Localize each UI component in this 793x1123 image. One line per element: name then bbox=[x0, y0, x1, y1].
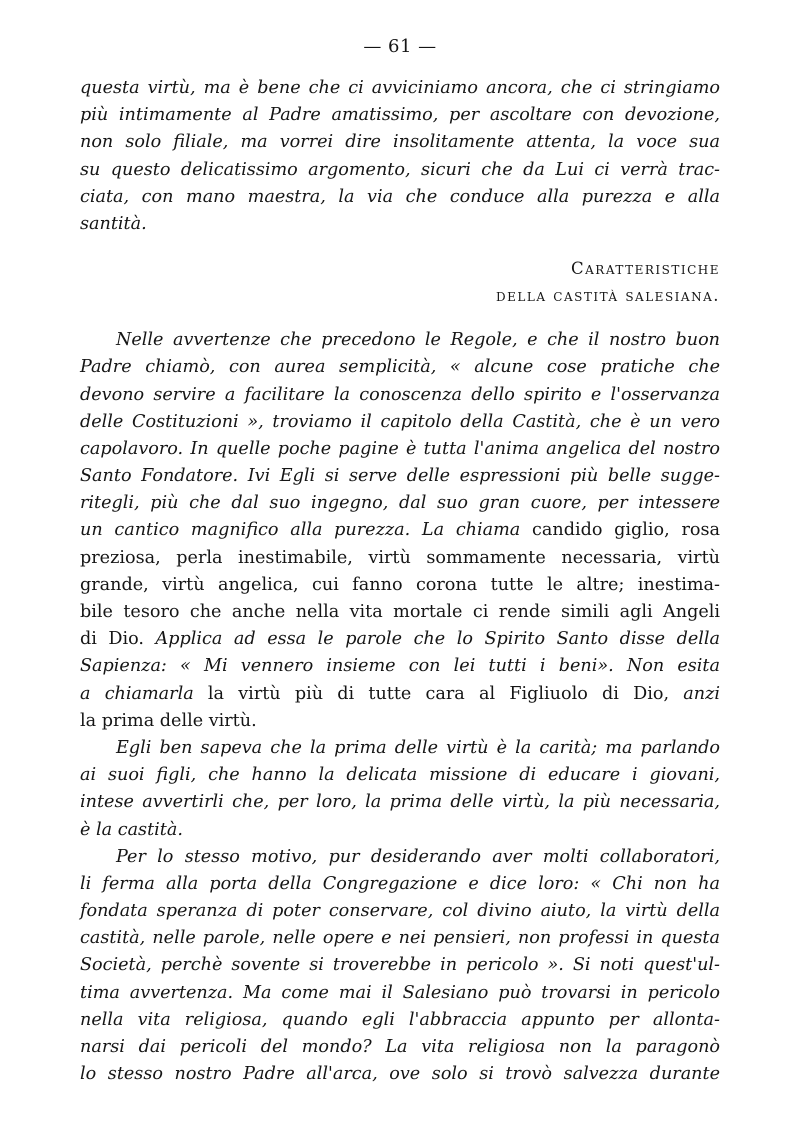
text-line: su questo delicatissimo argomento, sicuri che da Lui ci verrà trac- bbox=[80, 159, 720, 180]
text-line: ritegli, più che dal suo ingegno, dal suo gran cuore, per intessere bbox=[80, 493, 720, 514]
text-line: intese avvertirli che, per loro, la prima delle virtù, la più necessaria, bbox=[80, 792, 720, 813]
text-line: capolavoro. In quelle poche pagine è tutta l'anima angelica del nostro bbox=[80, 438, 720, 459]
text-line: Nelle avvertenze che precedono le Regole, e che il nostro buon bbox=[116, 330, 720, 351]
paragraph-1 bbox=[80, 327, 720, 735]
text-line: la prima delle virtù. bbox=[80, 710, 257, 731]
text-line: più intimamente al Padre amatissimo, per ascoltare con devozione, bbox=[80, 105, 720, 126]
text-line bbox=[80, 681, 720, 708]
text-line: questa virtù, ma è bene che ci avviciniamo ancora, che ci stringiamo bbox=[80, 78, 720, 98]
text-span: candido giglio, rosa bbox=[520, 520, 720, 541]
text-line: Sapienza: « Mi vennero insieme con lei tutti i beni». Non esita bbox=[80, 656, 720, 677]
text-line: delle Costituzioni », troviamo il capitolo della Castità, che è un vero bbox=[80, 411, 720, 432]
page-number: — 61 — bbox=[363, 36, 437, 57]
text-line: Padre chiamò, con aurea semplicità, « alcune cose pratiche che bbox=[80, 357, 720, 378]
text-span: a chiamarla bbox=[80, 683, 194, 704]
text-span: un cantico magnifico alla purezza. La chiama bbox=[80, 520, 521, 541]
text-line: devono servire a facilitare la conoscenza dello spirito e l'osservanza bbox=[80, 384, 720, 405]
text-line: castità, nelle parole, nelle opere e nei pensieri, non professi in questa bbox=[80, 928, 720, 949]
text-line: Società, perchè sovente si troverebbe in pericolo ». Si noti quest'ul- bbox=[80, 955, 720, 976]
text-span: anzi bbox=[683, 683, 720, 704]
section-heading-line-1: Caratteristiche bbox=[571, 259, 720, 279]
section-heading bbox=[80, 255, 720, 309]
text-line: Santo Fondatore. Ivi Egli si serve delle espressioni più belle sugge- bbox=[80, 466, 720, 487]
text-span: Applica ad essa le parole che lo Spirito Santo disse della bbox=[144, 629, 720, 650]
text-line: Per lo stesso motivo, pur desiderando aver molti collaboratori, bbox=[116, 846, 720, 867]
text-line: nella vita religiosa, quando egli l'abbraccia appunto per allonta- bbox=[80, 1009, 720, 1030]
text-line: non solo filiale, ma vorrei dire insolitamente attenta, la voce sua bbox=[80, 132, 720, 153]
text-line: Egli ben sapeva che la prima delle virtù è la carità; ma parlando bbox=[116, 737, 720, 758]
text-span: di Dio. bbox=[80, 629, 145, 650]
text-line: narsi dai pericoli del mondo? La vita religiosa non la paragonò bbox=[80, 1037, 720, 1057]
text-line: li ferma alla porta della Congregazione e dice loro: « Chi non ha bbox=[80, 873, 720, 894]
text-line: lo stesso nostro Padre all'arca, ove solo si trovò salvezza durante bbox=[80, 1064, 720, 1085]
intro-paragraph bbox=[80, 75, 720, 238]
paragraph-2 bbox=[80, 735, 720, 844]
text-line bbox=[80, 626, 720, 653]
text-line: grande, virtù angelica, cui fanno corona tutte le altre; inestima- bbox=[80, 574, 720, 595]
text-line: è la castità. bbox=[80, 819, 183, 840]
text-line: bile tesoro che anche nella vita mortale ci rende simili agli Angeli bbox=[80, 602, 720, 622]
text-line: santità. bbox=[80, 213, 147, 234]
text-line bbox=[80, 517, 720, 544]
text-span: la virtù più di tutte cara al Figliuolo di Dio, bbox=[193, 683, 684, 704]
text-line: ciata, con mano maestra, la via che conduce alla purezza e alla bbox=[80, 186, 720, 207]
text-line: ai suoi figli, che hanno la delicata missione di educare i giovani, bbox=[80, 765, 720, 786]
book-page bbox=[80, 36, 720, 1096]
section-heading-line-2: della castità salesiana. bbox=[496, 286, 720, 306]
text-line: fondata speranza di poter conservare, col divino aiuto, la virtù della bbox=[80, 901, 720, 922]
text-line: tima avvertenza. Ma come mai il Salesiano può trovarsi in pericolo bbox=[80, 982, 720, 1003]
paragraph-3 bbox=[80, 844, 720, 1089]
text-line: preziosa, perla inestimabile, virtù sommamente necessaria, virtù bbox=[80, 547, 720, 568]
